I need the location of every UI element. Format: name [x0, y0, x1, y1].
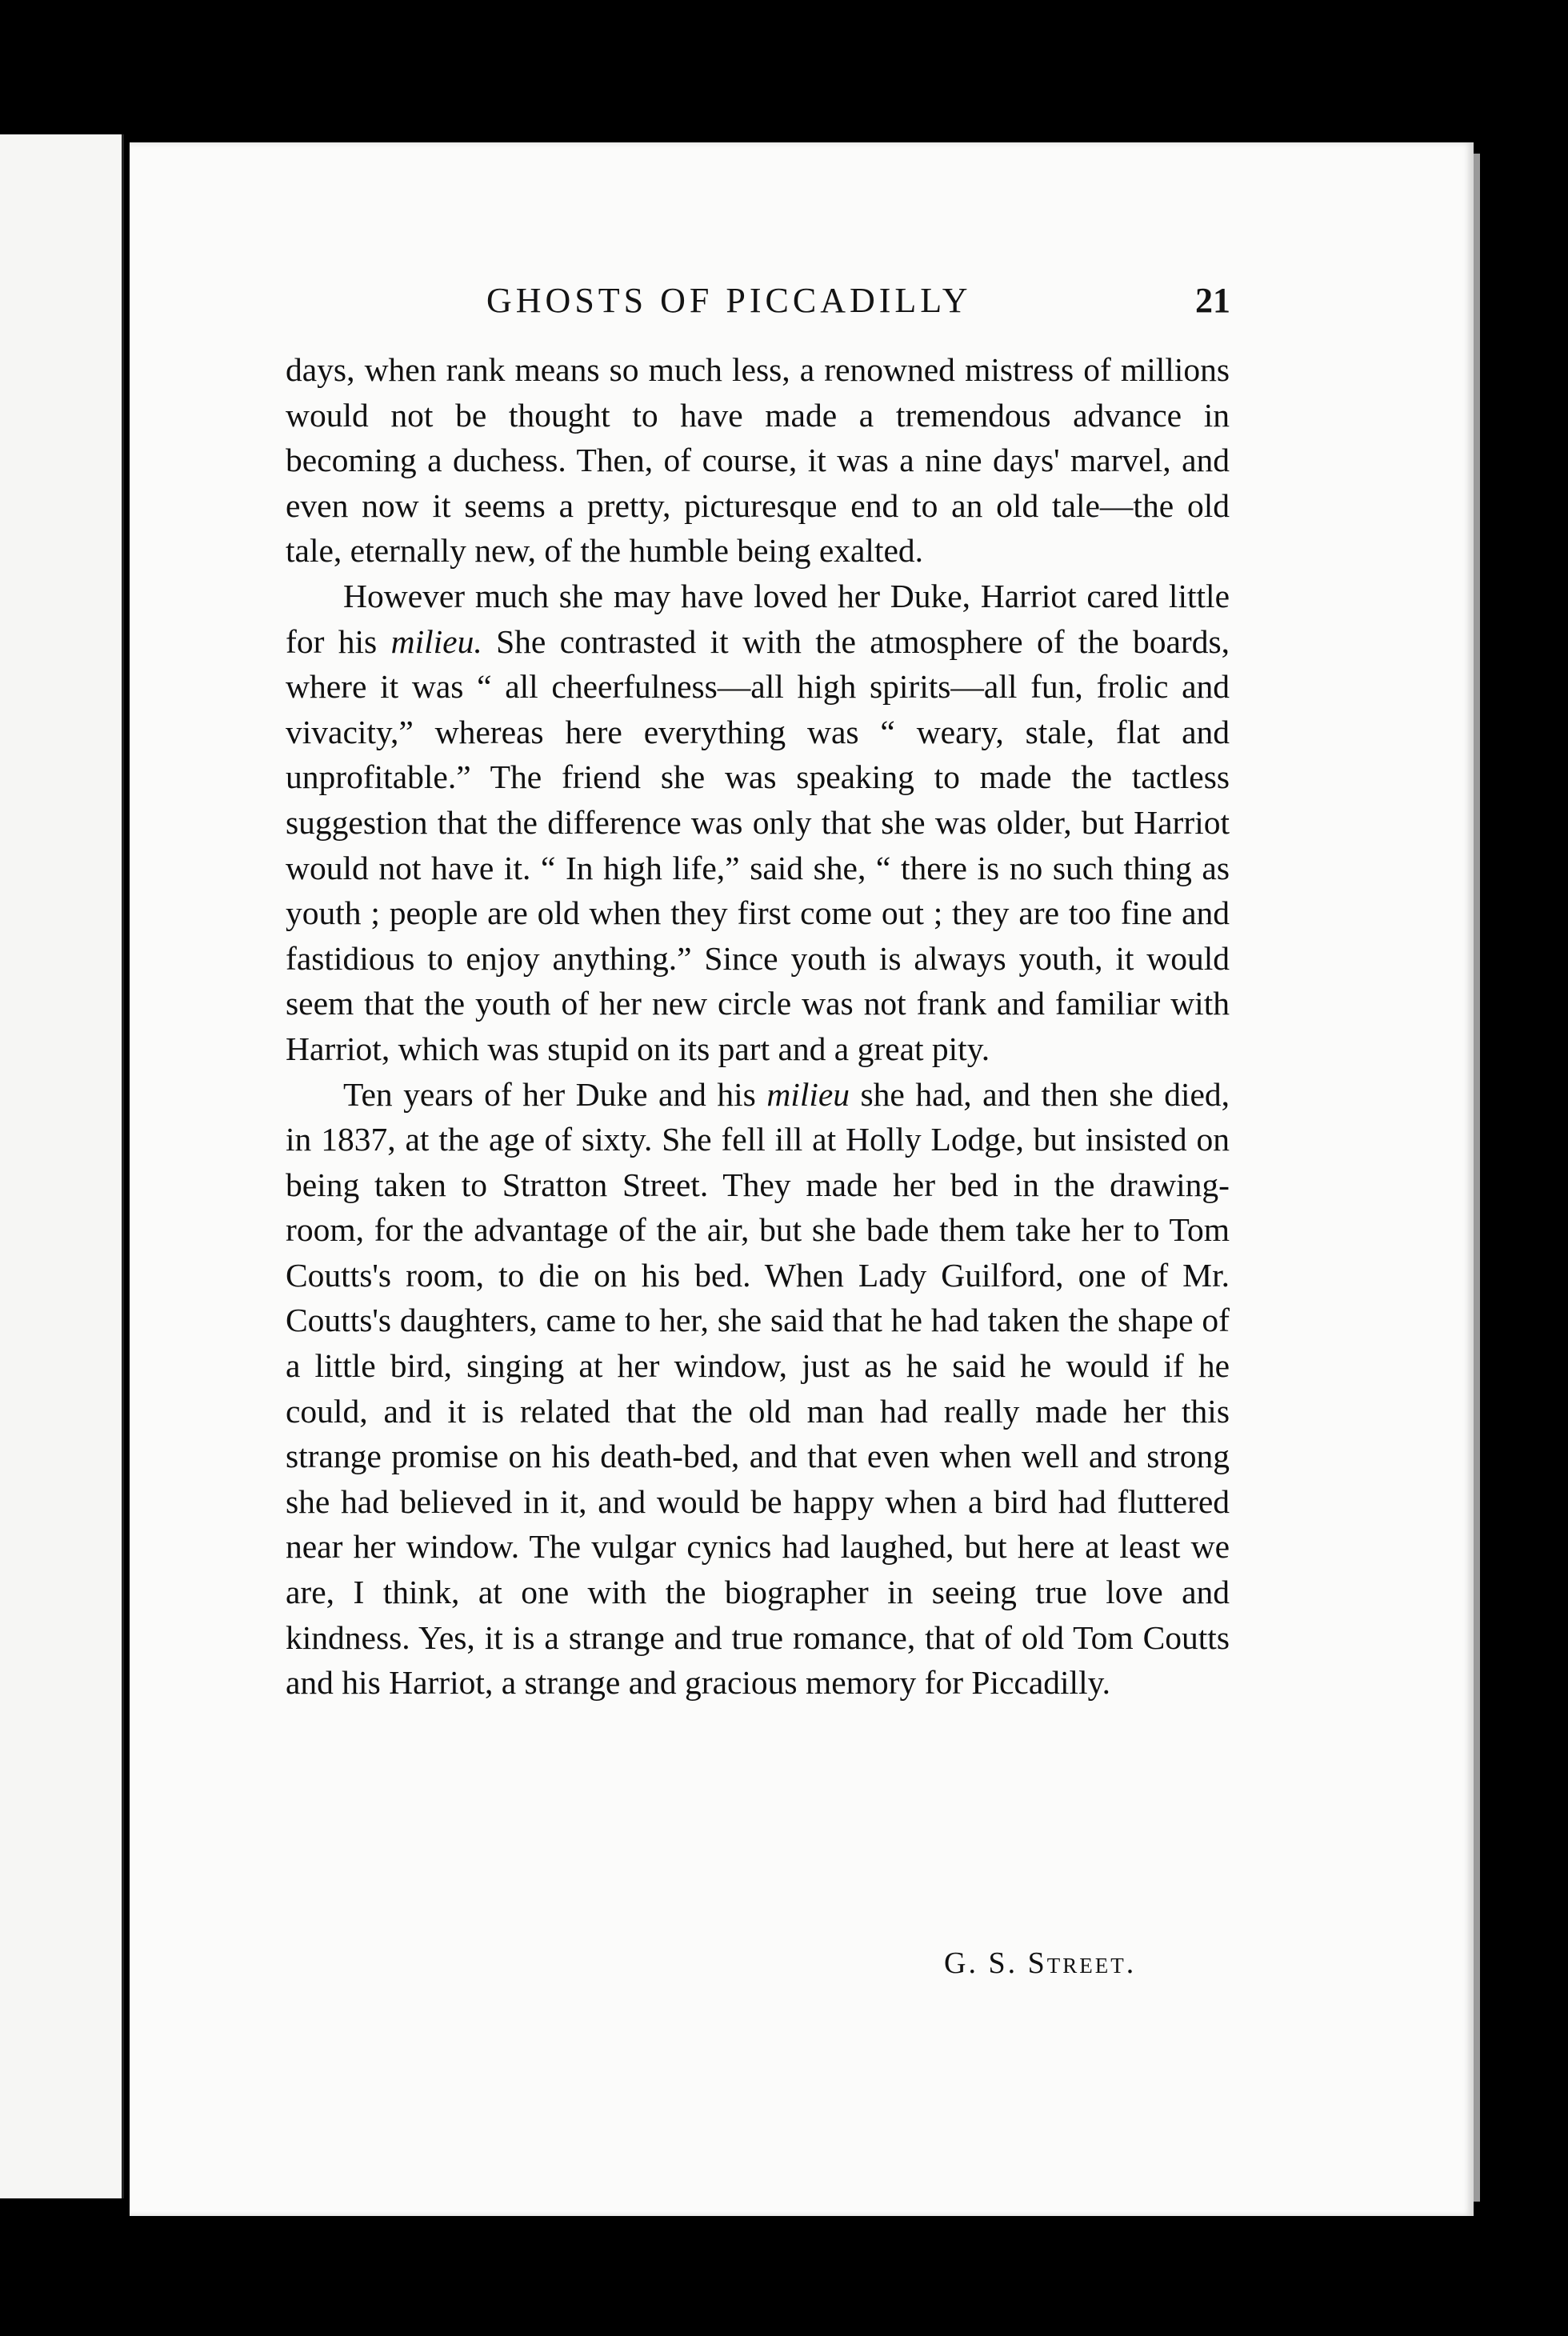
italic-milieu: milieu — [766, 1075, 850, 1113]
italic-milieu: milieu. — [390, 622, 482, 660]
running-title: GHOSTS OF PICCADILLY — [486, 281, 972, 320]
page-number: 21 — [1195, 281, 1230, 320]
paragraph-2-part-a: However much she may have loved her Duke, Harriot cared little for his — [286, 577, 1230, 660]
paragraph-3 — [286, 1072, 1230, 1706]
facing-page-edge — [0, 134, 124, 2198]
author-signature: G. S. Street. — [944, 1946, 1137, 1980]
paragraph-3-part-b: she had, and then she died, in 1837, at the age of sixty. She fell ill at Holly Lodge, but insisted on being taken to Stratton Street. They made her bed in the drawing-room, for the advantage of the air, but she bade them take her to Tom Coutts's room, to die on his bed. When Lady Guilford, one of Mr. Coutts's daughters, came to her, she said that he had taken the shape of a little bird, singing at her window, just as he said he would if he could, and it is related that the old man had really made her this strange promise on his death-bed, and that even when well and strong she had believed in it, and would be happy when a bird had fluttered near her window. The vulgar cynics had laughed, but here at least we are, I think, at one with the biographer in seeing true love and kindness. Yes, it is a strange and true romance, that of old Tom Coutts and his Harriot, a strange and gracious memory for Piccadilly. — [286, 1075, 1230, 1702]
paragraph-3-part-a: Ten years of her Duke and his — [343, 1075, 756, 1113]
paragraph-1: days, when rank means so much less, a renowned mistress of millions would not be thought to have made a tremendous advance in becoming a duchess. Then, of course, it was a nine days' marvel, and even now it seems a pretty, picturesque end to an old tale—the old tale, eternally new, of the humble being exalted. — [286, 351, 1230, 570]
paragraph-2-part-b: She contrasted it with the atmosphere of the boards, where it was “ all cheerfulness—all high spirits—all fun, frolic and vivacity,” whereas here everything was “ weary, stale, flat and unprofitable.” The friend she was speaking to made the tactless suggestion that the difference was only that she was older, but Harriot would not have it. “ In high life,” said she, “ there is no such thing as youth ; people are old when they first come out ; they are too fine and fastidious to enjoy anything.” Since youth is always youth, it would seem that the youth of her new circle was not frank and familiar with Harriot, which was stupid on its part and a great pity. — [286, 622, 1230, 1067]
body-text — [286, 347, 1230, 1706]
paragraph-2 — [286, 574, 1230, 1072]
page-shadow-edge — [1474, 154, 1480, 2202]
page-header — [358, 280, 1230, 328]
